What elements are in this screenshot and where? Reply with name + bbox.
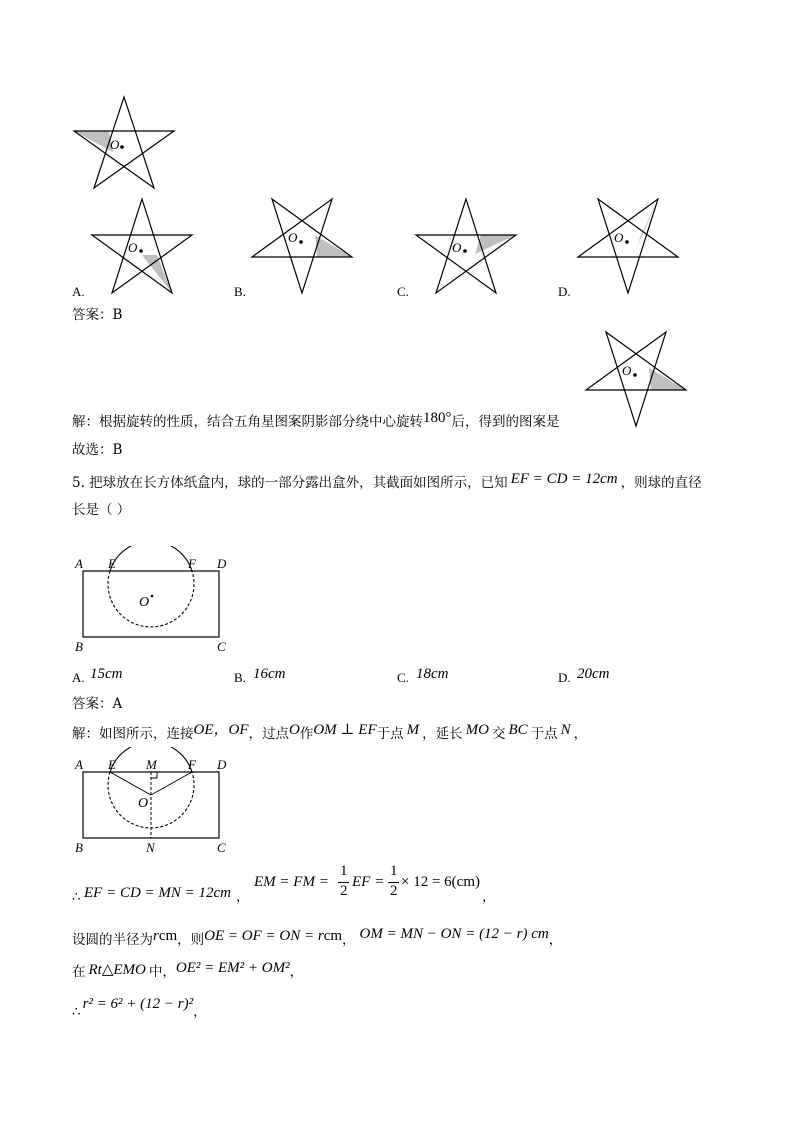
option-d-star: [576, 197, 680, 295]
sol-math: EM = FM =: [254, 874, 329, 890]
star-center-dot: [299, 240, 303, 244]
q5-option-b-letter: B.: [234, 670, 246, 685]
sol-text: ，: [193, 1004, 207, 1020]
option-a-label: A.: [72, 284, 85, 299]
therefore-symbol: ∴: [72, 889, 81, 905]
q5-option-a-value: 15cm: [90, 666, 123, 682]
q5-question-tail: ，则球的直径: [620, 475, 702, 491]
sol-text: ，: [573, 726, 588, 742]
frac-numerator: 1: [390, 863, 398, 879]
q4-conclusion: 故选：B: [72, 442, 123, 458]
center-dot: [151, 595, 154, 598]
question-star-figure: [72, 95, 176, 191]
sol-math: OE² = EM² + OM²: [175, 960, 290, 976]
star-center-label: O: [288, 230, 298, 245]
ball-circle: [110, 546, 192, 571]
sol-math: M: [406, 722, 420, 738]
sol-math: r² = 6² + (12 − r)²: [82, 996, 194, 1012]
option-b-label: B.: [234, 284, 246, 299]
sol-text: 于点: [530, 726, 558, 742]
label-A: A: [75, 556, 83, 571]
sol-math: OE = OF = ON = r: [204, 928, 324, 944]
sol-unit: cm: [323, 928, 343, 944]
star-outline: [578, 199, 678, 293]
option-b-star: [250, 197, 354, 295]
sol-math: Rt△EMO: [88, 962, 146, 978]
label-A: A: [75, 757, 83, 772]
label-N: N: [146, 840, 155, 855]
star-center-dot: [139, 249, 143, 253]
q5-given: EF = CD = 12cm: [510, 471, 618, 487]
frac-denominator: 2: [390, 883, 398, 899]
sol-text: ，: [482, 889, 496, 905]
segment-OE: [110, 772, 151, 795]
sol-text: 设圆的半径为: [72, 932, 153, 948]
star-center-label: O: [614, 230, 624, 245]
star-center-label: O: [110, 137, 120, 152]
sol-text: 在: [72, 964, 86, 980]
q5-option-a-letter: A.: [72, 670, 85, 685]
q5-option-d-letter: D.: [558, 670, 571, 685]
q5-option-b-value: 16cm: [253, 666, 286, 682]
sol-math: OM = MN − ON = (12 − r) cm: [359, 926, 549, 942]
q5-solution-figure: [72, 747, 242, 859]
q5-option-c-value: 18cm: [416, 666, 449, 682]
star-center-dot: [120, 145, 124, 149]
label-C: C: [217, 639, 226, 654]
q5-option-c-letter: C.: [397, 670, 409, 685]
label-D: D: [217, 556, 227, 571]
sol-unit: cm: [158, 928, 178, 944]
q4-solution: [72, 410, 560, 431]
sol-text: ，延长: [422, 726, 463, 742]
q5-options: [72, 666, 712, 688]
sol-text: ，: [548, 932, 563, 948]
star-center-dot: [625, 240, 629, 244]
sol-math: EF = CD = MN = 12cm: [84, 885, 232, 901]
label-D: D: [217, 757, 227, 772]
sol-text: 解：如图所示，连接: [72, 726, 194, 742]
q4-answer: 答案：B: [72, 307, 123, 323]
star-outline: [586, 332, 686, 426]
star-center-dot: [633, 373, 637, 377]
sol-math: × 12 = 6(cm): [401, 874, 480, 890]
q5-question-line2: 长是（ ）: [72, 502, 131, 518]
therefore-symbol: ∴: [72, 1004, 81, 1020]
star-center-label: O: [622, 363, 632, 378]
q4-solution-text-2: 后，得到的图案是: [451, 414, 560, 430]
label-B: B: [75, 639, 83, 654]
q5-solution-line4: [72, 960, 304, 981]
label-E: E: [108, 757, 116, 772]
label-O: O: [138, 796, 149, 811]
q4-solution-text-1: 解：根据旋转的性质，结合五角星图案阴影部分绕中心旋转: [72, 414, 423, 430]
sol-math: EF =: [352, 874, 385, 890]
star-center-label: O: [452, 240, 462, 255]
label-M: M: [146, 757, 157, 772]
sol-text: ，则: [177, 932, 205, 948]
label-B: B: [75, 840, 83, 855]
q5-solution-line1: [72, 722, 588, 743]
sol-text: 中，: [148, 964, 176, 980]
sol-math: OM ⊥ EF: [313, 722, 377, 738]
sol-text: ，过点: [248, 726, 289, 742]
sol-math: r: [153, 928, 159, 944]
label-C: C: [217, 840, 226, 855]
sol-math: N: [560, 722, 571, 738]
sol-text: ，: [289, 964, 304, 980]
q5-solution-line5: [72, 996, 207, 1021]
sol-text: 作: [299, 726, 314, 742]
option-d-label: D.: [558, 284, 571, 299]
q5-solution-line2: [72, 863, 672, 910]
option-c-label: C.: [397, 284, 409, 299]
solution-star-figure: [584, 330, 688, 428]
q5-figure: [72, 546, 242, 658]
option-c-star: [414, 197, 518, 295]
right-angle-mark: [151, 772, 157, 778]
q5-answer: 答案：A: [72, 696, 123, 712]
ball-circle-hidden: [108, 571, 194, 627]
sol-text: ，: [342, 932, 356, 948]
star-outline: [92, 199, 192, 293]
q5-question-line1: [72, 471, 702, 492]
option-a-star: [90, 197, 194, 295]
star-outline: [252, 199, 352, 293]
sol-text: 于点: [376, 726, 404, 742]
label-O: O: [139, 595, 150, 610]
label-F: F: [188, 556, 196, 571]
sol-math: BC: [508, 722, 528, 738]
sol-math: OE，OF: [193, 722, 249, 738]
sol-math: MO: [465, 722, 489, 738]
frac-numerator: 1: [340, 863, 348, 879]
label-E: E: [108, 556, 116, 571]
sol-math: O: [289, 722, 300, 738]
star-center-dot: [463, 249, 467, 253]
star-center-label: O: [128, 240, 138, 255]
q5-solution-line3: [72, 926, 563, 949]
label-F: F: [188, 757, 196, 772]
star-outline: [416, 199, 516, 293]
sol-text: 交: [491, 726, 506, 742]
sol-text: ，: [236, 889, 250, 905]
star-outline: [74, 97, 174, 188]
q4-solution-angle: 180°: [423, 410, 452, 426]
frac-denominator: 2: [340, 883, 348, 899]
q5-option-d-value: 20cm: [577, 666, 610, 682]
q5-question-text: 5. 把球放在长方体纸盒内，球的一部分露出盒外，其截面如图所示，已知: [72, 475, 508, 491]
